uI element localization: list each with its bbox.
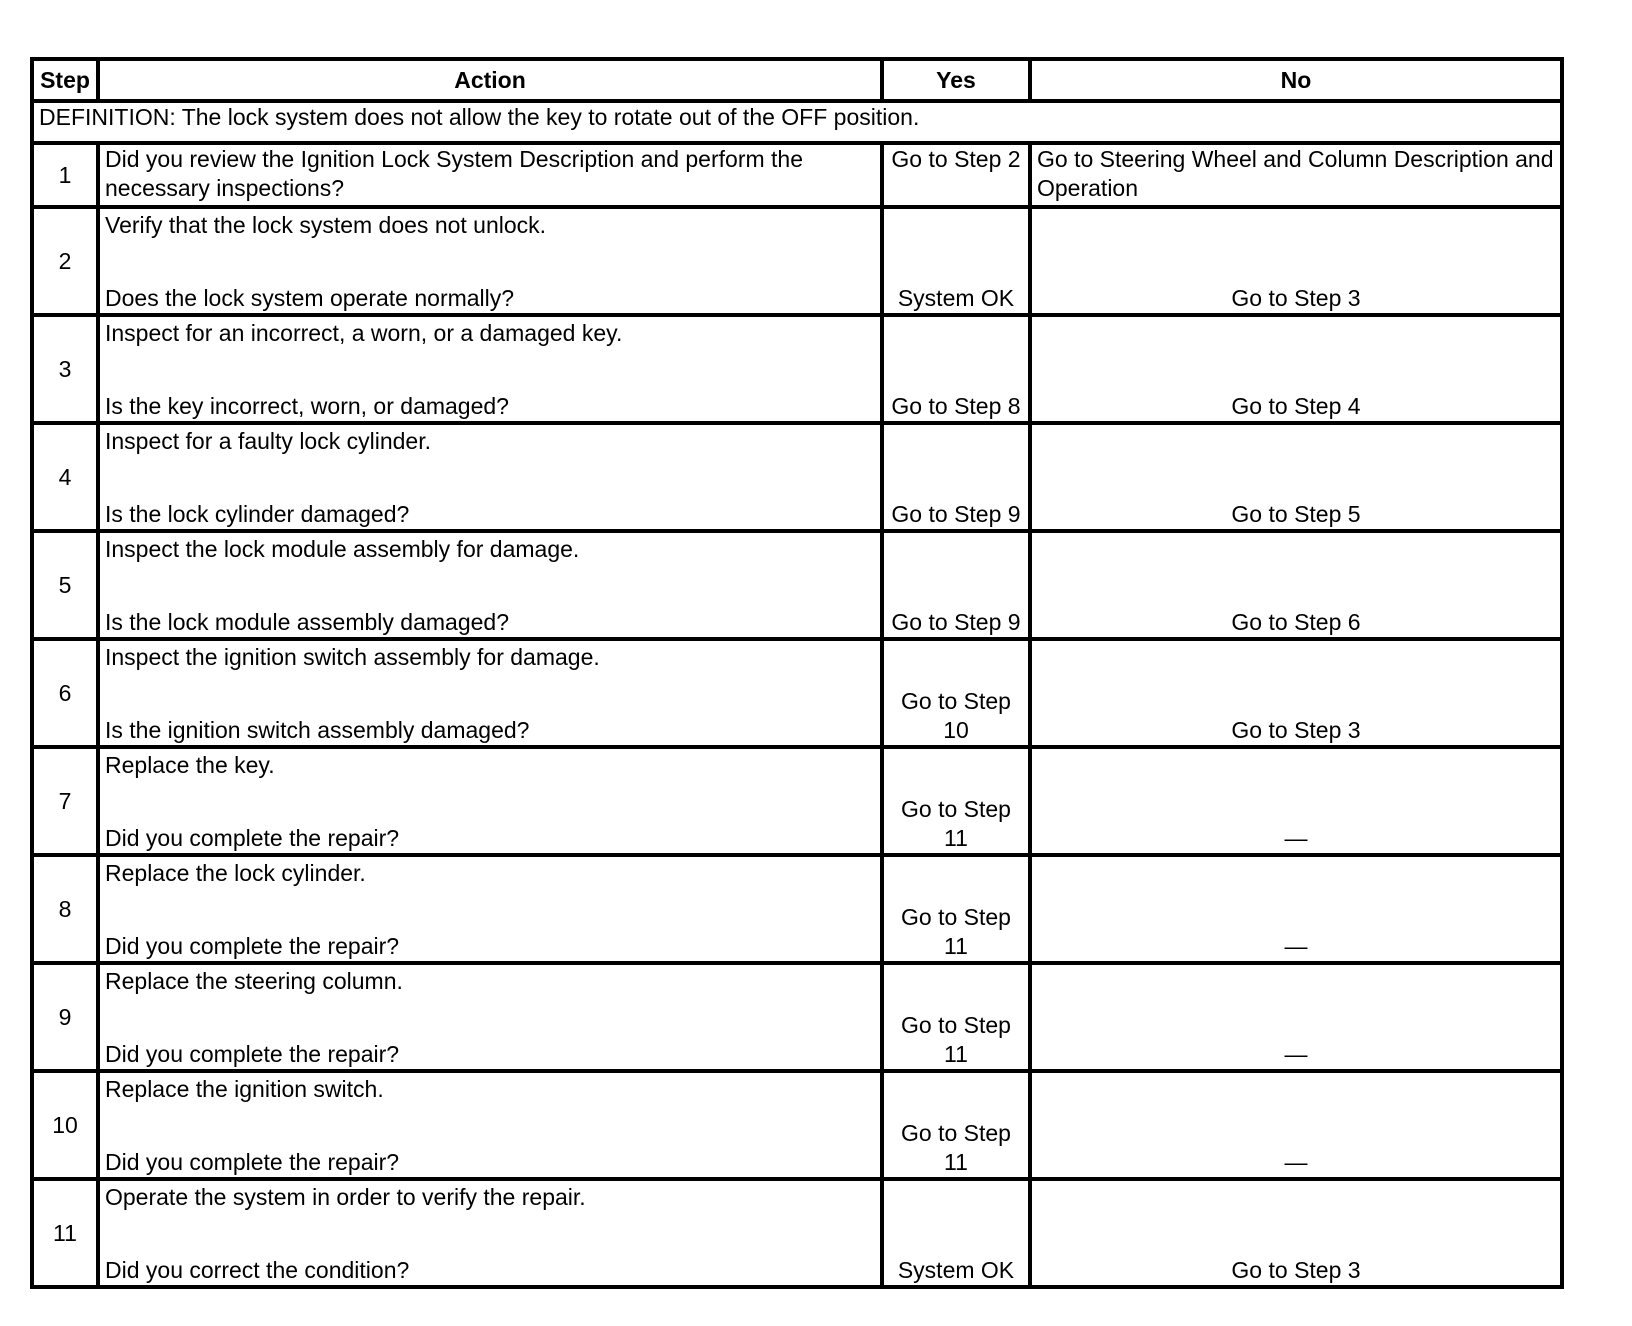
yes-cell: Go to Step 11	[882, 747, 1030, 855]
no-cell: Go to Step 4	[1030, 315, 1562, 423]
action-cell	[98, 143, 882, 207]
table-row	[32, 315, 1562, 423]
action-question: Is the key incorrect, worn, or damaged?	[105, 393, 509, 419]
action-cell	[98, 747, 882, 855]
table-row	[32, 747, 1562, 855]
action-question: Did you correct the condition?	[105, 1257, 410, 1283]
action-question: Did you complete the repair?	[105, 933, 400, 959]
action-text: Replace the steering column.	[105, 968, 403, 994]
no-cell: —	[1030, 1071, 1562, 1179]
action-question: Did you complete the repair?	[105, 825, 400, 851]
step-number: 1	[32, 143, 98, 207]
action-text: Did you review the Ignition Lock System Description and perform the necessary inspections?	[105, 146, 803, 201]
action-question: Is the ignition switch assembly damaged?	[105, 717, 530, 743]
step-number: 10	[32, 1071, 98, 1179]
table-row	[32, 963, 1562, 1071]
action-cell	[98, 207, 882, 315]
action-cell	[98, 639, 882, 747]
yes-cell: Go to Step 10	[882, 639, 1030, 747]
action-question: Does the lock system operate normally?	[105, 285, 515, 311]
action-cell	[98, 423, 882, 531]
definition-row	[32, 101, 1562, 143]
header-row	[32, 59, 1562, 101]
step-number: 6	[32, 639, 98, 747]
table-row	[32, 1071, 1562, 1179]
yes-cell: Go to Step 8	[882, 315, 1030, 423]
yes-cell: Go to Step 11	[882, 855, 1030, 963]
step-number: 9	[32, 963, 98, 1071]
action-question: Is the lock module assembly damaged?	[105, 609, 509, 635]
step-number: 5	[32, 531, 98, 639]
table-row	[32, 207, 1562, 315]
action-text: Replace the lock cylinder.	[105, 860, 366, 886]
table-row	[32, 855, 1562, 963]
no-cell: Go to Step 3	[1030, 207, 1562, 315]
yes-cell: System OK	[882, 1179, 1030, 1287]
header-no: No	[1030, 59, 1562, 101]
action-text: Replace the key.	[105, 752, 275, 778]
action-text: Inspect the lock module assembly for damage.	[105, 536, 580, 562]
definition-text: DEFINITION: The lock system does not allow the key to rotate out of the OFF position.	[32, 101, 1562, 143]
action-text: Operate the system in order to verify the repair.	[105, 1184, 586, 1210]
no-cell: —	[1030, 963, 1562, 1071]
action-text: Inspect for an incorrect, a worn, or a damaged key.	[105, 320, 623, 346]
no-cell: —	[1030, 747, 1562, 855]
action-question: Did you complete the repair?	[105, 1149, 400, 1175]
table-row	[32, 639, 1562, 747]
table-row	[32, 531, 1562, 639]
step-number: 2	[32, 207, 98, 315]
no-cell: Go to Step 3	[1030, 639, 1562, 747]
step-number: 3	[32, 315, 98, 423]
step-number: 8	[32, 855, 98, 963]
action-text: Inspect for a faulty lock cylinder.	[105, 428, 431, 454]
yes-cell: System OK	[882, 207, 1030, 315]
table-row	[32, 423, 1562, 531]
action-text: Inspect the ignition switch assembly for damage.	[105, 644, 600, 670]
no-cell: Go to Step 6	[1030, 531, 1562, 639]
action-cell	[98, 1179, 882, 1287]
table-row	[32, 1179, 1562, 1287]
header-action: Action	[98, 59, 882, 101]
action-text: Verify that the lock system does not unlock.	[105, 212, 547, 238]
no-cell: —	[1030, 855, 1562, 963]
step-number: 11	[32, 1179, 98, 1287]
header-yes: Yes	[882, 59, 1030, 101]
action-cell	[98, 531, 882, 639]
action-cell	[98, 855, 882, 963]
no-cell: Go to Steering Wheel and Column Description and Operation	[1030, 143, 1562, 207]
table-row	[32, 143, 1562, 207]
step-number: 7	[32, 747, 98, 855]
yes-cell: Go to Step 11	[882, 1071, 1030, 1179]
header-step: Step	[32, 59, 98, 101]
yes-cell: Go to Step 9	[882, 423, 1030, 531]
action-question: Did you complete the repair?	[105, 1041, 400, 1067]
yes-cell: Go to Step 11	[882, 963, 1030, 1071]
diagnostic-table	[30, 57, 1564, 1289]
action-text: Replace the ignition switch.	[105, 1076, 384, 1102]
no-cell: Go to Step 3	[1030, 1179, 1562, 1287]
action-cell	[98, 963, 882, 1071]
no-cell: Go to Step 5	[1030, 423, 1562, 531]
action-cell	[98, 1071, 882, 1179]
yes-cell: Go to Step 9	[882, 531, 1030, 639]
yes-cell: Go to Step 2	[882, 143, 1030, 207]
action-question: Is the lock cylinder damaged?	[105, 501, 410, 527]
step-number: 4	[32, 423, 98, 531]
action-cell	[98, 315, 882, 423]
